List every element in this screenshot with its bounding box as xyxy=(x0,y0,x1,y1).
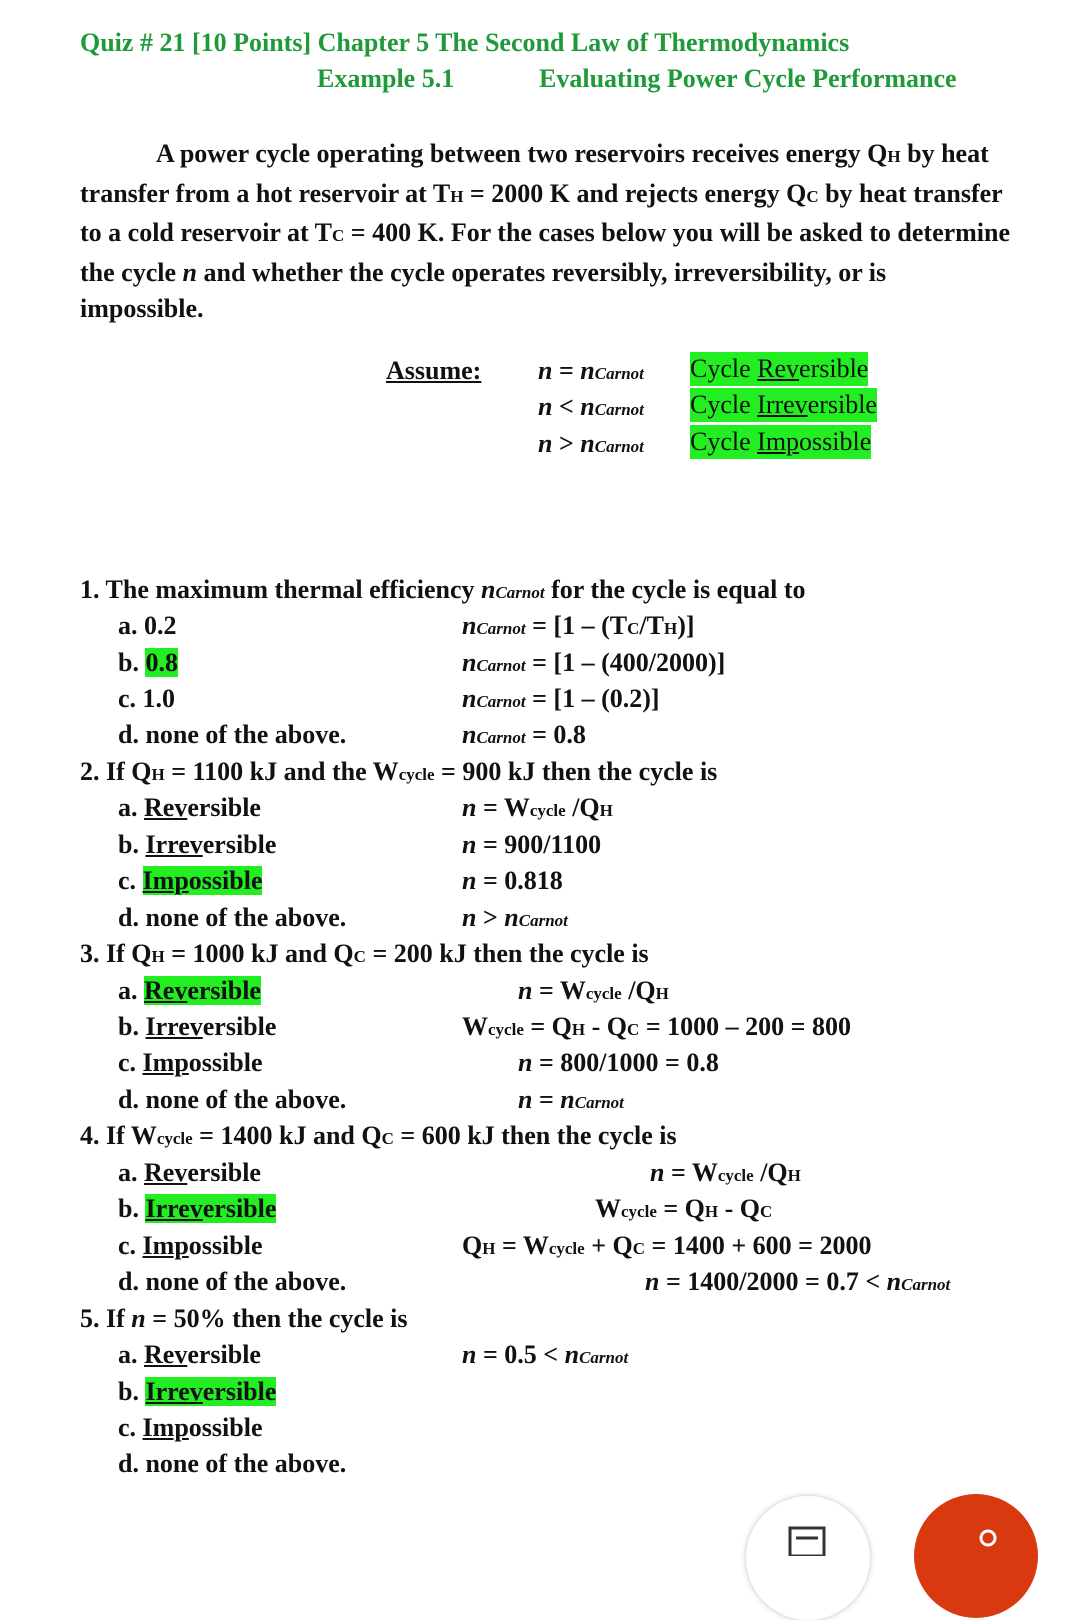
quiz-title: Quiz # 21 [10 Points] Chapter 5 The Second Law of Thermodynamics xyxy=(80,28,850,57)
assume-condition: n > nCarnot xyxy=(538,429,644,458)
search-icon xyxy=(976,1524,1006,1554)
work-line: n = 0.818 xyxy=(462,866,563,895)
work-line: n = 900/1100 xyxy=(462,830,602,859)
work-line: n > nCarnot xyxy=(462,903,568,932)
option: a. Reversible xyxy=(118,976,261,1005)
question-1: 1. The maximum thermal efficiency nCarnot for the cycle is equal to xyxy=(80,575,806,604)
work-line: n = Wcycle /QH xyxy=(462,793,613,822)
assume-result: Cycle Reversible xyxy=(690,352,868,386)
option: a. Reversible xyxy=(118,793,261,822)
question-4: 4. If Wcycle = 1400 kJ and QC = 600 kJ then the cycle is xyxy=(80,1121,677,1150)
work-line: Wcycle = QH - QC xyxy=(595,1194,773,1223)
work-line: nCarnot = 0.8 xyxy=(462,720,586,749)
example-subtitle: Evaluating Power Cycle Performance xyxy=(539,64,957,93)
option: d. none of the above. xyxy=(118,1085,347,1114)
option: b. Irreversible xyxy=(118,1012,277,1041)
assume-condition: n < nCarnot xyxy=(538,392,644,421)
option: c. Impossible xyxy=(118,866,263,895)
option: b. Irreversible xyxy=(118,1194,277,1223)
assume-result: Cycle Impossible xyxy=(690,425,871,459)
option: b. 0.8 xyxy=(118,648,178,677)
option: c. 1.0 xyxy=(118,684,176,713)
work-line: n = 0.5 < nCarnot xyxy=(462,1340,629,1369)
question-3: 3. If QH = 1000 kJ and QC = 200 kJ then the cycle is xyxy=(80,939,649,968)
notes-button[interactable] xyxy=(746,1496,870,1620)
option: b. Irreversible xyxy=(118,830,277,859)
example-number: Example 5.1 xyxy=(317,64,455,93)
question-5: 5. If n = 50% then the cycle is xyxy=(80,1304,408,1333)
work-line: nCarnot = [1 – (0.2)] xyxy=(462,684,660,713)
search-fab-button[interactable] xyxy=(914,1494,1038,1618)
option: a. 0.2 xyxy=(118,611,177,640)
document-icon xyxy=(788,1526,828,1556)
question-2: 2. If QH = 1100 kJ and the Wcycle = 900 kJ then the cycle is xyxy=(80,757,718,786)
work-line: nCarnot = [1 – (TC/TH)] xyxy=(462,611,695,640)
work-line: n = Wcycle /QH xyxy=(518,976,669,1005)
option: c. Impossible xyxy=(118,1413,263,1442)
work-line: n = 1400/2000 = 0.7 < nCarnot xyxy=(645,1267,951,1296)
problem-statement: A power cycle operating between two reservoirs receives energy QH by heat transfer from a hot reservoir at TH = 2000 K and rejects energy QC by heat transfer to a cold reservoir at TC = 400 K. For the cases below you will be asked to determine the cycle n and whether the cycle operates reversibly, irreversibility, or is impossible. xyxy=(80,139,1011,323)
work-line: QH = Wcycle + QC = 1400 + 600 = 2000 xyxy=(462,1231,872,1260)
assume-result: Cycle Irreversible xyxy=(690,388,877,422)
option: c. Impossible xyxy=(118,1231,263,1260)
work-line: n = 800/1000 = 0.8 xyxy=(518,1048,719,1077)
work-line: nCarnot = [1 – (400/2000)] xyxy=(462,648,726,677)
option: a. Reversible xyxy=(118,1340,261,1369)
option: d. none of the above. xyxy=(118,1449,347,1478)
option: d. none of the above. xyxy=(118,720,347,749)
work-line: n = nCarnot xyxy=(518,1085,624,1114)
option: b. Irreversible xyxy=(118,1377,277,1406)
option: c. Impossible xyxy=(118,1048,263,1077)
work-line: Wcycle = QH - QC = 1000 – 200 = 800 xyxy=(462,1012,851,1041)
option: d. none of the above. xyxy=(118,1267,347,1296)
assume-condition: n = nCarnot xyxy=(538,356,644,385)
option: a. Reversible xyxy=(118,1158,261,1187)
assume-label: Assume: xyxy=(386,356,482,385)
option: d. none of the above. xyxy=(118,903,347,932)
work-line: n = Wcycle /QH xyxy=(650,1158,801,1187)
